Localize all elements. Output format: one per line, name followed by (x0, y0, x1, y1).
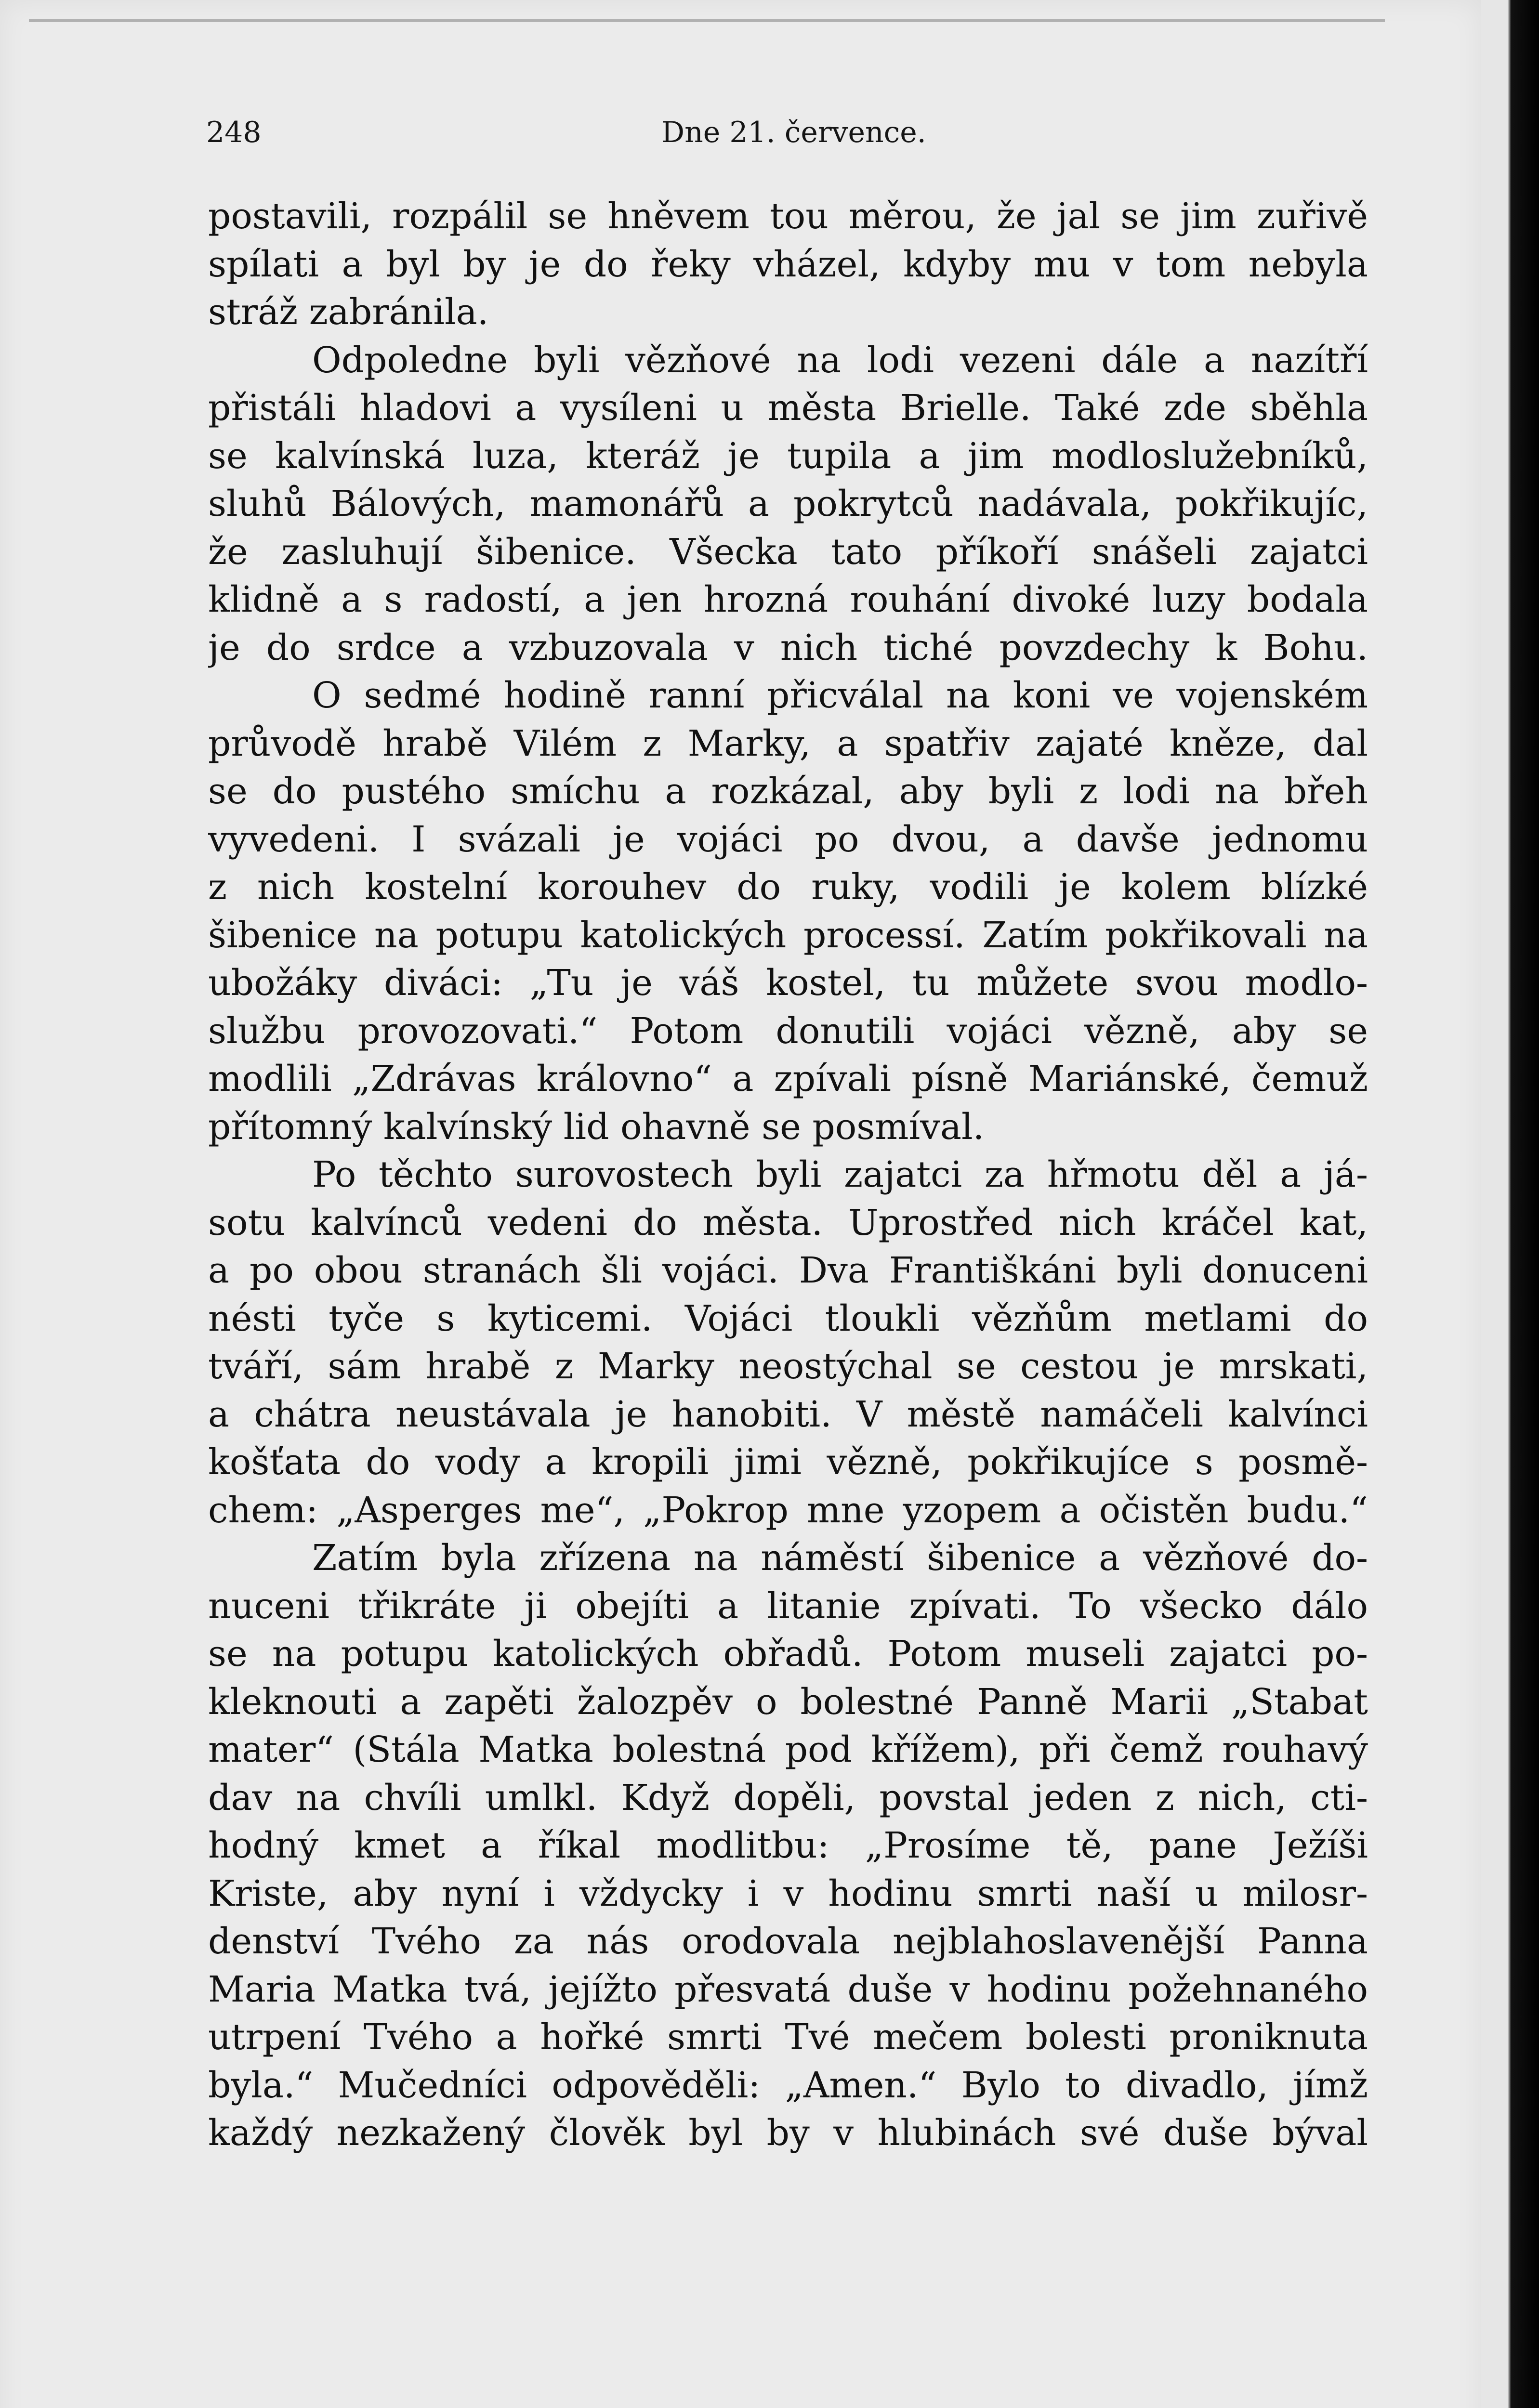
text-line: přistáli hladovi a vysíleni u města Brielle. Také zde sběhla (208, 387, 1368, 429)
text-line: postavili, rozpálil se hněvem tou měrou, že jal se jim zuřivě (208, 196, 1368, 237)
text-line: denství Tvého za nás orodovala nejblahoslavenější Panna (208, 1921, 1368, 1962)
text-line: sluhů Bálových, mamonářů a pokrytců nadávala, pokřikujíc, (208, 483, 1368, 524)
text-line: O sedmé hodině ranní přicválal na koni ve vojenském (312, 675, 1368, 716)
text-line: se na potupu katolických obřadů. Potom museli zajatci po- (208, 1633, 1368, 1675)
text-line: se kalvínská luza, kteráž je tupila a jim modloslužebníků, (208, 435, 1368, 477)
page-top-edge (29, 19, 1385, 22)
text-line: utrpení Tvého a hořké smrti Tvé mečem bolesti proniknuta (208, 2016, 1368, 2058)
text-line: klidně a s radostí, a jen hrozná rouhání divoké luzy bodala (208, 579, 1368, 620)
text-line: spílati a byl by je do řeky vházel, kdyby mu v tom nebyla (208, 243, 1368, 285)
text-line: a chátra neustávala je hanobiti. V městě namáčeli kalvínci (208, 1393, 1368, 1435)
scan-edge (1481, 0, 1539, 2408)
text-line: službu provozovati.“ Potom donutili vojáci vězně, aby se (208, 1010, 1368, 1052)
text-line: šibenice na potupu katolických processí. Zatím pokřikovali na (208, 914, 1368, 956)
text-line: každý nezkažený člověk byl by v hlubinách své duše býval (208, 2112, 1368, 2154)
text-line: byla.“ Mučedníci odpověděli: „Amen.“ Bylo to divadlo, jímž (208, 2064, 1368, 2106)
running-head: Dne 21. července. (661, 116, 926, 149)
body-text (208, 193, 1368, 2158)
text-line: tváří, sám hrabě z Marky neostýchal se cestou je mrskati, (208, 1346, 1368, 1387)
text-line: Zatím byla zřízena na náměstí šibenice a vězňové do- (312, 1537, 1368, 1579)
text-line: hodný kmet a říkal modlitbu: „Prosíme tě, pane Ježíši (208, 1825, 1368, 1866)
text-line: vyvedeni. I svázali je vojáci po dvou, a davše jednomu (208, 818, 1368, 860)
text-line: z nich kostelní korouhev do ruky, vodili je kolem blízké (208, 866, 1368, 908)
text-line: mater“ (Stála Matka bolestná pod křížem), při čemž rouhavý (208, 1729, 1368, 1770)
text-line: Maria Matka tvá, jejížto přesvatá duše v hodinu požehnaného (208, 1968, 1368, 2010)
text-line: Po těchto surovostech byli zajatci za hřmotu děl a já- (312, 1154, 1368, 1195)
text-line: chem: „Asperges me“, „Pokrop mne yzopem a očistěn budu.“ (208, 1489, 1368, 1531)
text-line: modlili „Zdrávas královno“ a zpívali písně Mariánské, čemuž (208, 1058, 1368, 1099)
text-line: kleknouti a zapěti žalozpěv o bolestné Panně Marii „Stabat (208, 1681, 1368, 1723)
text-line: a po obou stranách šli vojáci. Dva Františkáni byli donuceni (208, 1250, 1368, 1291)
text-line: ubožáky diváci: „Tu je váš kostel, tu můžete svou modlo- (208, 962, 1368, 1004)
text-line: Odpoledne byli vězňové na lodi vezeni dále a nazítří (312, 339, 1368, 381)
text-line: je do srdce a vzbuzovala v nich tiché povzdechy k Bohu. (208, 627, 1368, 668)
text-line: sotu kalvínců vedeni do města. Uprostřed nich kráčel kat, (208, 1202, 1368, 1243)
text-line: přítomný kalvínský lid ohavně se posmíval. (208, 1106, 985, 1148)
text-line: se do pustého smíchu a rozkázal, aby byli z lodi na břeh (208, 771, 1368, 812)
text-line: že zasluhují šibenice. Všecka tato příkoří snášeli zajatci (208, 531, 1368, 573)
text-line: nésti tyče s kyticemi. Vojáci tloukli vězňům metlami do (208, 1297, 1368, 1339)
text-line: košťata do vody a kropili jimi vězně, pokřikujíce s posmě- (208, 1441, 1368, 1483)
text-line: Kriste, aby nyní i vždycky i v hodinu smrti naší u milosr- (208, 1872, 1368, 1914)
text-line: stráž zabránila. (208, 291, 489, 333)
text-line: průvodě hrabě Vilém z Marky, a spatřiv zajaté kněze, dal (208, 722, 1368, 764)
text-line: dav na chvíli umlkl. Když dopěli, povstal jeden z nich, cti- (208, 1777, 1368, 1819)
page-number: 248 (206, 116, 262, 149)
page-header (206, 116, 1372, 159)
text-line: nuceni třikráte ji obejíti a litanie zpívati. To všecko dálo (208, 1585, 1368, 1627)
